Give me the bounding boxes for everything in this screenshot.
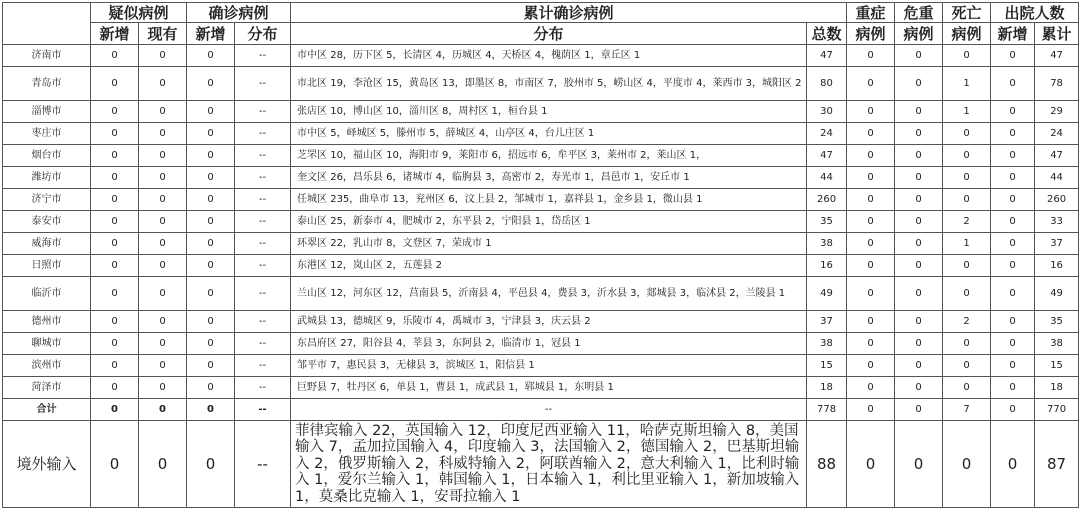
discharged-total-cell: 44 [1035, 167, 1079, 189]
death-cell: 0 [943, 421, 991, 508]
suspected-current-cell: 0 [139, 67, 187, 101]
confirmed-distribution-cell: -- [235, 45, 291, 67]
critical-cell: 0 [895, 167, 943, 189]
confirmed-new-cell: 0 [187, 123, 235, 145]
critical-cell: 0 [895, 421, 943, 508]
cumulative-total-cell: 15 [807, 355, 847, 377]
city-cell: 青岛市 [3, 67, 91, 101]
death-cell: 7 [943, 399, 991, 421]
table-row [3, 167, 1079, 189]
confirmed-distribution-cell: -- [235, 101, 291, 123]
confirmed-new-cell: 0 [187, 333, 235, 355]
confirmed-new-cell: 0 [187, 311, 235, 333]
cumulative-distribution-cell: 市北区 19，李沧区 15，黄岛区 13，即墨区 8，市南区 7，胶州市 5，崂山区 4，平度市 4，莱西市 3，城阳区 2 [291, 67, 807, 101]
header-confirmed-new: 新增 [187, 23, 235, 45]
critical-cell: 0 [895, 399, 943, 421]
covid-case-table [2, 2, 1079, 508]
confirmed-distribution-cell: -- [235, 333, 291, 355]
severe-cell: 0 [847, 277, 895, 311]
confirmed-new-cell: 0 [187, 45, 235, 67]
severe-cell: 0 [847, 355, 895, 377]
severe-cell: 0 [847, 145, 895, 167]
city-cell: 临沂市 [3, 277, 91, 311]
city-cell: 聊城市 [3, 333, 91, 355]
death-cell: 0 [943, 189, 991, 211]
suspected-new-cell: 0 [91, 167, 139, 189]
cumulative-distribution-cell: 任城区 235，曲阜市 13，兖州区 6，汶上县 2，邹城市 1，嘉祥县 1，金乡县 1，微山县 1 [291, 189, 807, 211]
confirmed-distribution-cell: -- [235, 145, 291, 167]
confirmed-distribution-cell: -- [235, 399, 291, 421]
suspected-new-cell: 0 [91, 277, 139, 311]
severe-cell: 0 [847, 333, 895, 355]
discharged-new-cell: 0 [991, 189, 1035, 211]
suspected-current-cell: 0 [139, 101, 187, 123]
header-death-top: 死亡 [943, 3, 991, 23]
discharged-total-cell: 47 [1035, 145, 1079, 167]
severe-cell: 0 [847, 211, 895, 233]
header-discharged: 出院人数 [991, 3, 1079, 23]
cumulative-distribution-cell: 芝罘区 10，福山区 10，海阳市 9，莱阳市 6，招远市 6，牟平区 3，莱州市 2，莱山区 1， [291, 145, 807, 167]
discharged-new-cell: 0 [991, 45, 1035, 67]
cumulative-total-cell: 778 [807, 399, 847, 421]
discharged-total-cell: 87 [1035, 421, 1079, 508]
cumulative-total-cell: 80 [807, 67, 847, 101]
critical-cell: 0 [895, 255, 943, 277]
city-cell: 济宁市 [3, 189, 91, 211]
discharged-new-cell: 0 [991, 399, 1035, 421]
severe-cell: 0 [847, 377, 895, 399]
table-row [3, 233, 1079, 255]
critical-cell: 0 [895, 277, 943, 311]
suspected-new-cell: 0 [91, 211, 139, 233]
severe-cell: 0 [847, 67, 895, 101]
confirmed-new-cell: 0 [187, 189, 235, 211]
critical-cell: 0 [895, 311, 943, 333]
cumulative-total-cell: 88 [807, 421, 847, 508]
cumulative-distribution-cell: 兰山区 12，河东区 12，莒南县 5，沂南县 4，平邑县 4，费县 3，沂水县 3，郯城县 3，临沭县 2，兰陵县 1 [291, 277, 807, 311]
death-cell: 0 [943, 333, 991, 355]
confirmed-distribution-cell: -- [235, 311, 291, 333]
total-label-cell: 合计 [3, 399, 91, 421]
discharged-new-cell: 0 [991, 233, 1035, 255]
table-body [3, 45, 1079, 508]
critical-cell: 0 [895, 355, 943, 377]
suspected-current-cell: 0 [139, 255, 187, 277]
suspected-new-cell: 0 [91, 333, 139, 355]
suspected-current-cell: 0 [139, 167, 187, 189]
discharged-new-cell: 0 [991, 145, 1035, 167]
discharged-total-cell: 47 [1035, 45, 1079, 67]
header-confirmed: 确诊病例 [187, 3, 291, 23]
critical-cell: 0 [895, 377, 943, 399]
severe-cell: 0 [847, 123, 895, 145]
death-cell: 0 [943, 167, 991, 189]
city-cell: 滨州市 [3, 355, 91, 377]
suspected-new-cell: 0 [91, 101, 139, 123]
death-cell: 2 [943, 211, 991, 233]
header-suspected-current: 现有 [139, 23, 187, 45]
confirmed-distribution-cell: -- [235, 355, 291, 377]
table-row [3, 255, 1079, 277]
critical-cell: 0 [895, 45, 943, 67]
city-cell: 济南市 [3, 45, 91, 67]
suspected-current-cell: 0 [139, 277, 187, 311]
death-cell: 1 [943, 101, 991, 123]
critical-cell: 0 [895, 123, 943, 145]
suspected-current-cell: 0 [139, 355, 187, 377]
table-row [3, 333, 1079, 355]
header-suspected-new: 新增 [91, 23, 139, 45]
cumulative-distribution-cell: 环翠区 22，乳山市 8，文登区 7，荣成市 1 [291, 233, 807, 255]
cumulative-distribution-cell: 邹平市 7，惠民县 3，无棣县 3，滨城区 1，阳信县 1 [291, 355, 807, 377]
table-row [3, 277, 1079, 311]
severe-cell: 0 [847, 101, 895, 123]
discharged-new-cell: 0 [991, 255, 1035, 277]
cumulative-total-cell: 18 [807, 377, 847, 399]
confirmed-distribution-cell: -- [235, 277, 291, 311]
suspected-current-cell: 0 [139, 333, 187, 355]
table-row [3, 211, 1079, 233]
death-cell: 0 [943, 45, 991, 67]
discharged-new-cell: 0 [991, 123, 1035, 145]
suspected-new-cell: 0 [91, 421, 139, 508]
suspected-new-cell: 0 [91, 311, 139, 333]
suspected-current-cell: 0 [139, 123, 187, 145]
confirmed-distribution-cell: -- [235, 167, 291, 189]
cumulative-total-cell: 49 [807, 277, 847, 311]
discharged-new-cell: 0 [991, 421, 1035, 508]
suspected-current-cell: 0 [139, 233, 187, 255]
header-row-1 [3, 3, 1079, 23]
severe-cell: 0 [847, 255, 895, 277]
cumulative-total-cell: 38 [807, 233, 847, 255]
suspected-new-cell: 0 [91, 233, 139, 255]
header-discharged-total: 累计 [1035, 23, 1079, 45]
severe-cell: 0 [847, 189, 895, 211]
cumulative-distribution-cell: 菲律宾输入 22，英国输入 12，印度尼西亚输入 11，哈萨克斯坦输入 8，美国输入 7，孟加拉国输入 4，印度输入 3，法国输入 2，德国输入 2，巴基斯坦输入 2，俄罗斯输入 2，科威特输入 2，阿联酋输入 2，意大利输入 1，比利时输入 1，爱尔兰输入 1，韩国输入 1，日本输入 1，利比里亚输入 1，新加坡输入 1，莫桑比克输入 1，安哥拉输入 1 [291, 421, 807, 508]
confirmed-new-cell: 0 [187, 421, 235, 508]
table-row [3, 189, 1079, 211]
discharged-total-cell: 49 [1035, 277, 1079, 311]
discharged-total-cell: 770 [1035, 399, 1079, 421]
death-cell: 0 [943, 355, 991, 377]
critical-cell: 0 [895, 145, 943, 167]
suspected-new-cell: 0 [91, 377, 139, 399]
discharged-new-cell: 0 [991, 311, 1035, 333]
suspected-new-cell: 0 [91, 67, 139, 101]
table-row [3, 311, 1079, 333]
suspected-new-cell: 0 [91, 45, 139, 67]
death-cell: 0 [943, 123, 991, 145]
discharged-new-cell: 0 [991, 67, 1035, 101]
confirmed-new-cell: 0 [187, 67, 235, 101]
cumulative-distribution-cell: 市中区 5，峄城区 5，滕州市 5，薛城区 4，山亭区 4，台儿庄区 1 [291, 123, 807, 145]
severe-cell: 0 [847, 233, 895, 255]
severe-cell: 0 [847, 167, 895, 189]
cumulative-distribution-cell: 泰山区 25，新泰市 4，肥城市 2，东平县 2，宁阳县 1，岱岳区 1 [291, 211, 807, 233]
city-cell: 枣庄市 [3, 123, 91, 145]
header-discharged-new: 新增 [991, 23, 1035, 45]
suspected-current-cell: 0 [139, 377, 187, 399]
confirmed-new-cell: 0 [187, 277, 235, 311]
confirmed-new-cell: 0 [187, 233, 235, 255]
suspected-current-cell: 0 [139, 399, 187, 421]
city-cell: 德州市 [3, 311, 91, 333]
cumulative-total-cell: 260 [807, 189, 847, 211]
death-cell: 0 [943, 255, 991, 277]
confirmed-new-cell: 0 [187, 211, 235, 233]
suspected-current-cell: 0 [139, 189, 187, 211]
header-confirmed-distribution: 分布 [235, 23, 291, 45]
header-suspected: 疑似病例 [91, 3, 187, 23]
suspected-new-cell: 0 [91, 123, 139, 145]
header-row-2 [3, 23, 1079, 45]
city-cell: 潍坊市 [3, 167, 91, 189]
death-cell: 0 [943, 145, 991, 167]
suspected-current-cell: 0 [139, 145, 187, 167]
cumulative-total-cell: 30 [807, 101, 847, 123]
overseas-label-cell: 境外输入 [3, 421, 91, 508]
table-row [3, 67, 1079, 101]
critical-cell: 0 [895, 189, 943, 211]
city-cell: 威海市 [3, 233, 91, 255]
severe-cell: 0 [847, 311, 895, 333]
cumulative-total-cell: 35 [807, 211, 847, 233]
table-row [3, 355, 1079, 377]
critical-cell: 0 [895, 233, 943, 255]
cumulative-distribution-cell: 巨野县 7，牡丹区 6，单县 1，曹县 1，成武县 1，郓城县 1，东明县 1 [291, 377, 807, 399]
suspected-new-cell: 0 [91, 355, 139, 377]
discharged-new-cell: 0 [991, 277, 1035, 311]
header-severe-bottom: 病例 [847, 23, 895, 45]
confirmed-distribution-cell: -- [235, 123, 291, 145]
critical-cell: 0 [895, 67, 943, 101]
table-row [3, 145, 1079, 167]
header-critical-bottom: 病例 [895, 23, 943, 45]
total-row [3, 399, 1079, 421]
cumulative-total-cell: 47 [807, 45, 847, 67]
cumulative-distribution-cell: 张店区 10，博山区 10，淄川区 8，周村区 1，桓台县 1 [291, 101, 807, 123]
death-cell: 1 [943, 233, 991, 255]
confirmed-distribution-cell: -- [235, 189, 291, 211]
critical-cell: 0 [895, 333, 943, 355]
city-cell: 菏泽市 [3, 377, 91, 399]
confirmed-distribution-cell: -- [235, 421, 291, 508]
discharged-total-cell: 33 [1035, 211, 1079, 233]
death-cell: 0 [943, 377, 991, 399]
discharged-total-cell: 35 [1035, 311, 1079, 333]
discharged-total-cell: 16 [1035, 255, 1079, 277]
header-severe-top: 重症 [847, 3, 895, 23]
overseas-row [3, 421, 1079, 508]
confirmed-distribution-cell: -- [235, 67, 291, 101]
discharged-new-cell: 0 [991, 355, 1035, 377]
discharged-new-cell: 0 [991, 211, 1035, 233]
confirmed-distribution-cell: -- [235, 211, 291, 233]
suspected-current-cell: 0 [139, 421, 187, 508]
confirmed-new-cell: 0 [187, 101, 235, 123]
cumulative-total-cell: 37 [807, 311, 847, 333]
death-cell: 2 [943, 311, 991, 333]
confirmed-new-cell: 0 [187, 377, 235, 399]
death-cell: 1 [943, 67, 991, 101]
cumulative-total-cell: 24 [807, 123, 847, 145]
confirmed-new-cell: 0 [187, 255, 235, 277]
cumulative-total-cell: 44 [807, 167, 847, 189]
confirmed-new-cell: 0 [187, 167, 235, 189]
table-row [3, 123, 1079, 145]
table-row [3, 45, 1079, 67]
suspected-current-cell: 0 [139, 45, 187, 67]
discharged-total-cell: 78 [1035, 67, 1079, 101]
cumulative-total-cell: 38 [807, 333, 847, 355]
suspected-new-cell: 0 [91, 145, 139, 167]
suspected-new-cell: 0 [91, 189, 139, 211]
discharged-total-cell: 15 [1035, 355, 1079, 377]
table-header [3, 3, 1079, 45]
city-cell: 日照市 [3, 255, 91, 277]
confirmed-new-cell: 0 [187, 399, 235, 421]
severe-cell: 0 [847, 45, 895, 67]
suspected-current-cell: 0 [139, 211, 187, 233]
header-cumulative-total: 总数 [807, 23, 847, 45]
city-cell: 泰安市 [3, 211, 91, 233]
discharged-new-cell: 0 [991, 377, 1035, 399]
discharged-total-cell: 24 [1035, 123, 1079, 145]
city-cell: 烟台市 [3, 145, 91, 167]
confirmed-distribution-cell: -- [235, 377, 291, 399]
discharged-total-cell: 38 [1035, 333, 1079, 355]
discharged-new-cell: 0 [991, 101, 1035, 123]
critical-cell: 0 [895, 211, 943, 233]
discharged-new-cell: 0 [991, 333, 1035, 355]
discharged-new-cell: 0 [991, 167, 1035, 189]
confirmed-distribution-cell: -- [235, 255, 291, 277]
cumulative-total-cell: 47 [807, 145, 847, 167]
city-cell: 淄博市 [3, 101, 91, 123]
cumulative-distribution-cell: 武城县 13，德城区 9，乐陵市 4，禹城市 3，宁津县 3，庆云县 2 [291, 311, 807, 333]
discharged-total-cell: 260 [1035, 189, 1079, 211]
cumulative-distribution-cell: 市中区 28，历下区 5，长清区 4，历城区 4，天桥区 4，槐荫区 1，章丘区 1 [291, 45, 807, 67]
header-death-bottom: 病例 [943, 23, 991, 45]
suspected-new-cell: 0 [91, 255, 139, 277]
header-cumulative-distribution: 分布 [291, 23, 807, 45]
critical-cell: 0 [895, 101, 943, 123]
cumulative-total-cell: 16 [807, 255, 847, 277]
confirmed-distribution-cell: -- [235, 233, 291, 255]
cumulative-distribution-cell: 东港区 12，岚山区 2，五莲县 2 [291, 255, 807, 277]
table-row [3, 101, 1079, 123]
cumulative-distribution-cell: 东昌府区 27，阳谷县 4，莘县 3，东阿县 2，临清市 1，冠县 1 [291, 333, 807, 355]
severe-cell: 0 [847, 421, 895, 508]
confirmed-new-cell: 0 [187, 355, 235, 377]
cumulative-distribution-cell: -- [291, 399, 807, 421]
suspected-current-cell: 0 [139, 311, 187, 333]
severe-cell: 0 [847, 399, 895, 421]
header-cumulative: 累计确诊病例 [291, 3, 847, 23]
death-cell: 0 [943, 277, 991, 311]
suspected-new-cell: 0 [91, 399, 139, 421]
header-city-blank [3, 3, 91, 45]
cumulative-distribution-cell: 奎文区 26，昌乐县 6，诸城市 4，临朐县 3，高密市 2，寿光市 1，昌邑市 1，安丘市 1 [291, 167, 807, 189]
table-row [3, 377, 1079, 399]
header-critical-top: 危重 [895, 3, 943, 23]
discharged-total-cell: 37 [1035, 233, 1079, 255]
discharged-total-cell: 29 [1035, 101, 1079, 123]
confirmed-new-cell: 0 [187, 145, 235, 167]
discharged-total-cell: 18 [1035, 377, 1079, 399]
